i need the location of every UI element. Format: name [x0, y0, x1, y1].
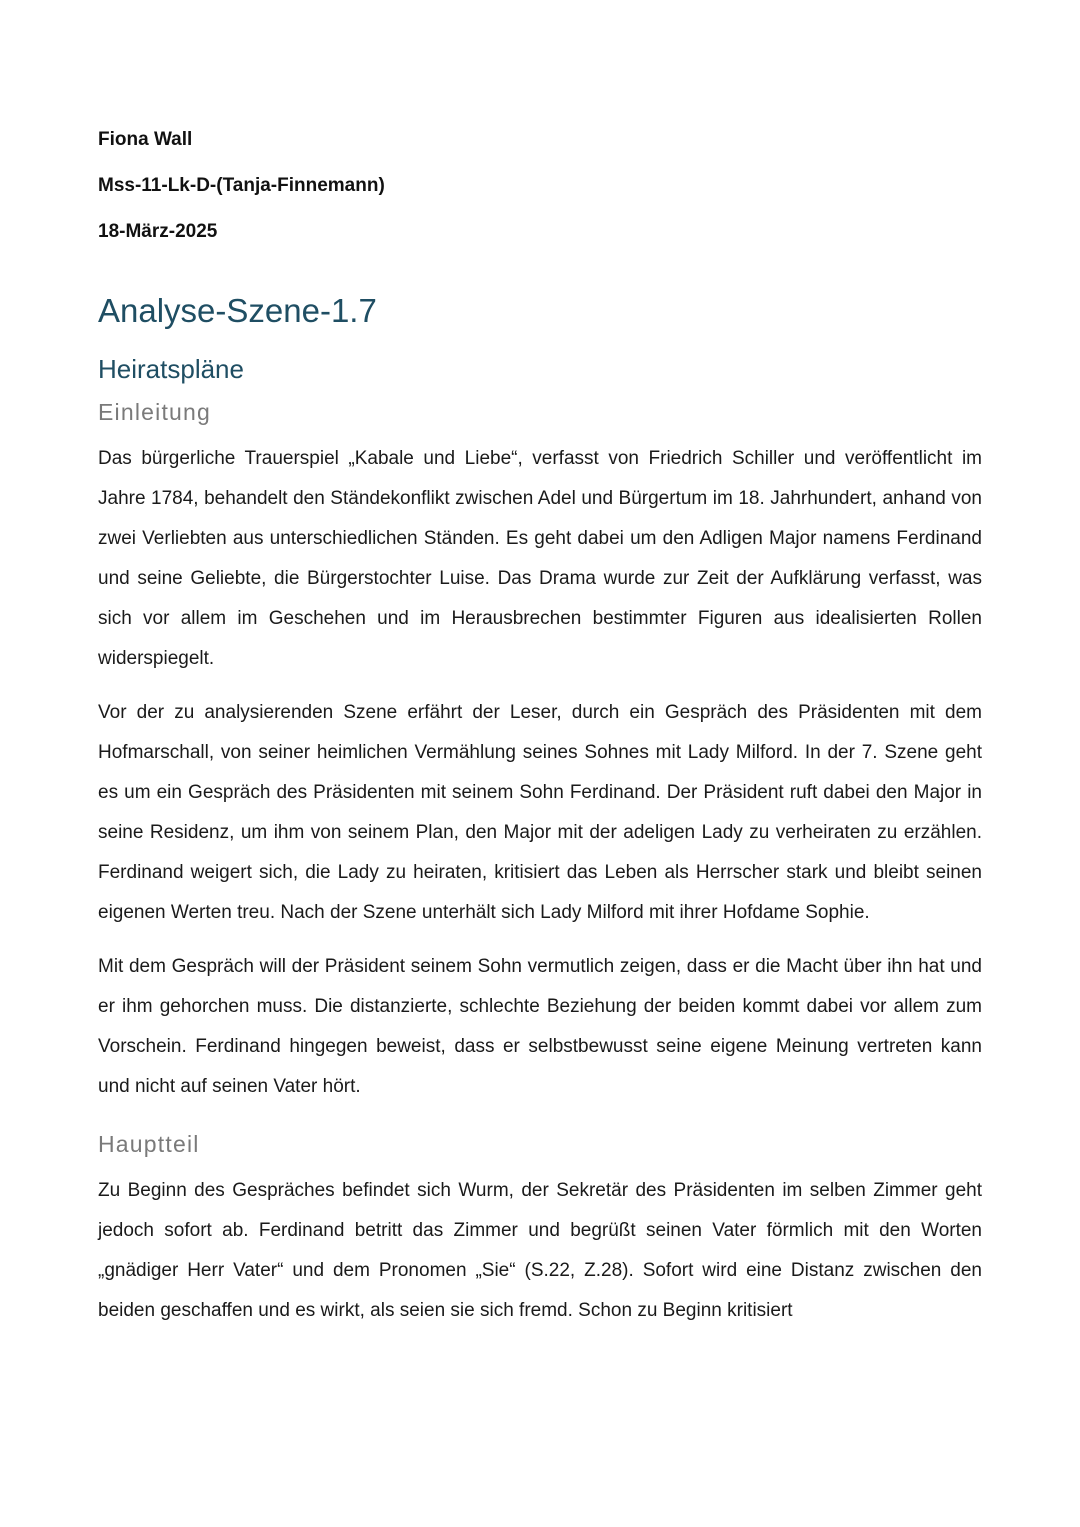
course-name: Mss-11-Lk-D-(Tanja-Finnemann) [98, 175, 385, 196]
paragraph: Das bürgerliche Trauerspiel „Kabale und Liebe“, verfasst von Friedrich Schiller und veröffentlicht im Jahre 1784, behandelt den Ständekonflikt zwischen Adel und Bürgertum im 18. Jahrhundert, anhand von zwei Verliebten aus unterschiedlichen Ständen. Es geht dabei um den Adligen Major namens Ferdinand und seine Geliebte, die Bürgerstochter Luise. Das Drama wurde zur Zeit der Aufklärung verfasst, was sich vor allem im Geschehen und im Herausbrechen bestimmter Figuren aus idealisierten Rollen widerspiegelt. [98, 448, 982, 669]
section-heading-hauptteil: Hauptteil [98, 1131, 200, 1157]
author-name: Fiona Wall [98, 129, 193, 150]
paragraph: Zu Beginn des Gespräches befindet sich Wurm, der Sekretär des Präsidenten im selben Zimmer geht jedoch sofort ab. Ferdinand betritt das Zimmer und begrüßt seinen Vater förmlich mit den Worten „gnädiger Herr Vater“ und dem Pronomen „Sie“ (S.22, Z.28). Sofort wird eine Distanz zwischen den beiden geschaffen und es wirkt, als seien sie sich fremd. Schon zu Beginn kritisiert [98, 1180, 982, 1321]
paragraph: Vor der zu analysierenden Szene erfährt der Leser, durch ein Gespräch des Präsidenten mit dem Hofmarschall, von seiner heimlichen Vermählung seines Sohnes mit Lady Milford. In der 7. Szene geht es um ein Gespräch des Präsidenten mit seinem Sohn Ferdinand. Der Präsident ruft dabei den Major in seine Residenz, um ihm von seinem Plan, den Major mit der adeligen Lady zu verheiraten zu erzählen. Ferdinand weigert sich, die Lady zu heiraten, kritisiert das Leben als Herrscher stark und bleibt seinen eigenen Werten treu. Nach der Szene unterhält sich Lady Milford mit ihrer Hofdame Sophie. [98, 702, 982, 923]
document-subtitle: Heiratspläne [98, 354, 244, 384]
document-title: Analyse-Szene-1.7 [98, 292, 377, 329]
document-date: 18-März-2025 [98, 221, 218, 242]
document-page [98, 128, 982, 1331]
section-heading-einleitung: Einleitung [98, 399, 212, 425]
paragraph: Mit dem Gespräch will der Präsident seinem Sohn vermutlich zeigen, dass er die Macht über ihn hat und er ihm gehorchen muss. Die distanzierte, schlechte Beziehung der beiden kommt dabei vor allem zum Vorschein. Ferdinand hingegen beweist, dass er selbstbewusst seine eigene Meinung vertreten kann und nicht auf seinen Vater hört. [98, 956, 982, 1097]
